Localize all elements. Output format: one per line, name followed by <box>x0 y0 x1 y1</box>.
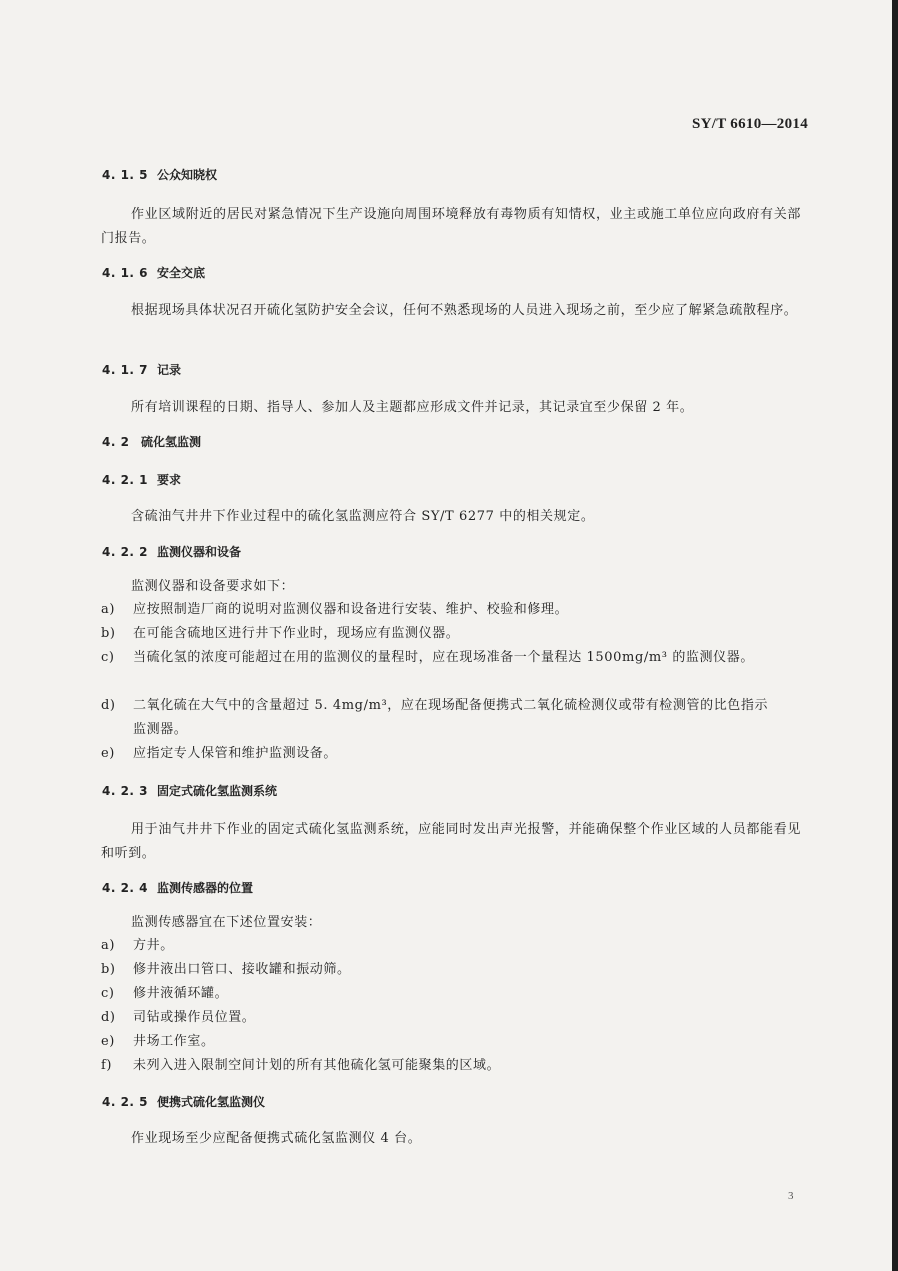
list-item <box>101 1054 801 1078</box>
paragraph-4-2-1: 含硫油气井井下作业过程中的硫化氢监测应符合 SY/T 6277 中的相关规定。 <box>131 509 595 524</box>
section-number: 4. 2. 5 <box>102 1095 149 1109</box>
list-text: 当硫化氢的浓度可能超过在用的监测仪的量程时，应在现场准备一个量程达 1500mg/m³ 的监测仪器。 <box>133 650 754 665</box>
list-label: c) <box>101 650 115 665</box>
list-text: 二氧化硫在大气中的含量超过 5. 4mg/m³，应在现场配备便携式二氧化硫检测仪或带有检测管的比色指示监测器。 <box>133 698 769 737</box>
section-title: 监测仪器和设备 <box>157 545 242 559</box>
list-text: 井场工作室。 <box>133 1034 215 1049</box>
paragraph-4-1-6: 根据现场具体状况召开硫化氢防护安全会议，任何不熟悉现场的人员进入现场之前，至少应了解紧急疏散程序。 <box>131 303 798 318</box>
section-number: 4. 2. 4 <box>102 881 149 895</box>
heading-4-2-2 <box>102 543 241 560</box>
paragraph-4-1-7: 所有培训课程的日期、指导人、参加人及主题都应形成文件并记录，其记录宜至少保留 2 年。 <box>131 400 694 415</box>
list-item <box>101 982 801 1006</box>
heading-4-2-4 <box>102 879 253 896</box>
list-item <box>101 598 801 622</box>
list-text: 应指定专人保管和维护监测设备。 <box>133 746 338 761</box>
list-label: d) <box>101 1010 116 1025</box>
section-number: 4. 2. 1 <box>102 473 149 487</box>
section-title: 硫化氢监测 <box>141 435 202 449</box>
list-label: b) <box>101 626 116 641</box>
list-text: 在可能含硫地区进行井下作业时，现场应有监测仪器。 <box>133 626 460 641</box>
list-text: 修井液循环罐。 <box>133 986 229 1001</box>
list-item <box>101 934 801 958</box>
list-text: 方井。 <box>133 938 174 953</box>
list-item <box>101 742 801 766</box>
list-item <box>101 622 801 646</box>
section-number: 4. 1. 7 <box>102 363 149 377</box>
paragraph-4-2-5: 作业现场至少应配备便携式硫化氢监测仪 4 台。 <box>131 1131 422 1146</box>
list-label: b) <box>101 962 116 977</box>
section-title: 记录 <box>157 363 182 377</box>
heading-4-2 <box>102 433 201 450</box>
section-number: 4. 1. 6 <box>102 266 149 280</box>
section-title: 安全交底 <box>157 266 206 280</box>
heading-4-1-7 <box>102 361 181 378</box>
list-label: e) <box>101 1034 115 1049</box>
list-text: 未列入进入限制空间计划的所有其他硫化氢可能聚集的区域。 <box>133 1058 501 1073</box>
section-title: 公众知晓权 <box>157 168 218 182</box>
list-label: f) <box>101 1058 113 1073</box>
section-number: 4. 2 <box>102 435 130 449</box>
list-item <box>101 646 801 670</box>
scan-edge <box>892 0 898 1271</box>
list-text: 司钻或操作员位置。 <box>133 1010 256 1025</box>
section-number: 4. 1. 5 <box>102 168 149 182</box>
section-title: 监测传感器的位置 <box>157 881 254 895</box>
heading-4-2-3 <box>102 782 277 799</box>
list-item <box>101 694 801 742</box>
heading-4-2-5 <box>102 1093 265 1110</box>
list-text: 修井液出口管口、接收罐和振动筛。 <box>133 962 351 977</box>
list-label: d) <box>101 698 116 713</box>
section-number: 4. 2. 3 <box>102 784 149 798</box>
section-title: 固定式硫化氢监测系统 <box>157 784 278 798</box>
list-item <box>101 1006 801 1030</box>
list-item <box>101 1030 801 1054</box>
page-number: 3 <box>788 1190 794 1202</box>
section-number: 4. 2. 2 <box>102 545 149 559</box>
paragraph-4-1-5: 作业区域附近的居民对紧急情况下生产设施向周围环境释放有毒物质有知情权，业主或施工单位应向政府有关部门报告。 <box>101 207 801 246</box>
paragraph-4-2-3: 用于油气井井下作业的固定式硫化氢监测系统，应能同时发出声光报警，并能确保整个作业区域的人员都能看见和听到。 <box>101 822 801 861</box>
list-item <box>101 958 801 982</box>
list-text: 应按照制造厂商的说明对监测仪器和设备进行安装、维护、校验和修理。 <box>133 602 569 617</box>
list-label: e) <box>101 746 115 761</box>
heading-4-1-6 <box>102 264 205 281</box>
list-label: a) <box>101 602 116 617</box>
list-intro-4-2-4: 监测传感器宜在下述位置安装： <box>131 915 322 930</box>
list-label: c) <box>101 986 115 1001</box>
standard-number: SY/T 6610—2014 <box>691 116 808 132</box>
heading-4-2-1 <box>102 471 181 488</box>
list-label: a) <box>101 938 116 953</box>
section-title: 要求 <box>157 473 182 487</box>
heading-4-1-5 <box>102 166 217 183</box>
list-intro-4-2-2: 监测仪器和设备要求如下： <box>131 579 295 594</box>
section-title: 便携式硫化氢监测仪 <box>157 1095 266 1109</box>
